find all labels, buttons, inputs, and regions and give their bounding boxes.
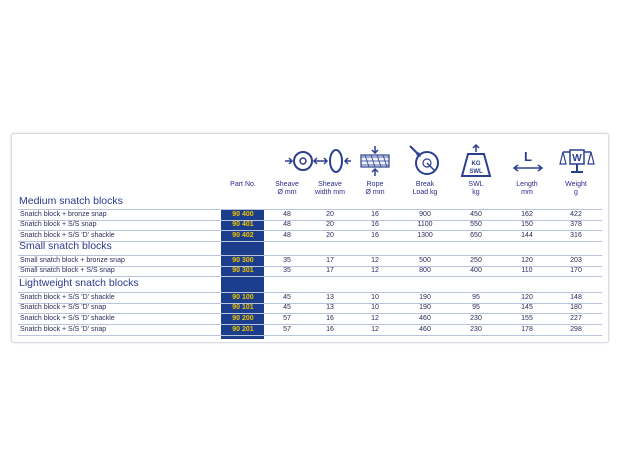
swl-kg-label: KG	[471, 161, 481, 167]
section-title: Small snatch blocks	[19, 240, 112, 252]
swl-weight-icon	[453, 142, 499, 180]
header-part-no: Part No.	[230, 181, 256, 188]
length-letter: L	[524, 149, 532, 164]
table-row: Snatch block + S/S snap 90 401 48 20 16 1100 550 150 378	[18, 220, 602, 231]
section-title: Medium snatch blocks	[19, 195, 123, 207]
section-title: Lightweight snatch blocks	[19, 277, 139, 289]
length-icon	[505, 142, 551, 180]
header-sheave-width: Sheave width mm	[315, 181, 345, 196]
header-sheave: Sheave Ø mm	[275, 181, 299, 196]
weight-letter: W	[572, 153, 582, 164]
scale-icon	[554, 142, 600, 180]
table-row: Small snatch block + bronze snap 90 300 35 17 12 500 250 120 203	[18, 255, 602, 267]
table-row: Snatch block + S/S 'D' snap 90 101 45 13 10 190 95 145 180	[18, 303, 602, 314]
header-rope: Rope Ø mm	[365, 181, 385, 196]
table-row: Snatch block + S/S 'D' shackle 90 402 48 20 16 1300 650 144 316	[18, 231, 602, 242]
header-break-load: Break Load kg	[412, 181, 438, 196]
table-row: Small snatch block + S/S snap 90 301 35 17 12 800 400 110 170	[18, 266, 602, 277]
icon-header-row	[12, 142, 608, 180]
header-length: Length mm	[516, 181, 538, 196]
table-row: Snatch block + S/S 'D' shackle 90 100 45 13 10 190 95 120 148	[18, 292, 602, 304]
table-row: Snatch block + S/S 'D' shackle 90 200 57 16 12 460 230 155 227	[18, 314, 602, 325]
break-load-icon	[402, 142, 448, 180]
header-weight: Weight g	[565, 181, 587, 196]
table-row: Snatch block + S/S 'D' snap 90 201 57 16 12 460 230 178 298	[18, 325, 602, 336]
rope-diameter-icon	[352, 142, 398, 180]
specification-table	[11, 133, 609, 343]
table-row: Snatch block + bronze snap 90 400 48 20 16 900 450 162 422	[18, 209, 602, 221]
header-swl: SWL kg	[468, 181, 484, 196]
swl-swl-label: SWL	[469, 169, 483, 175]
